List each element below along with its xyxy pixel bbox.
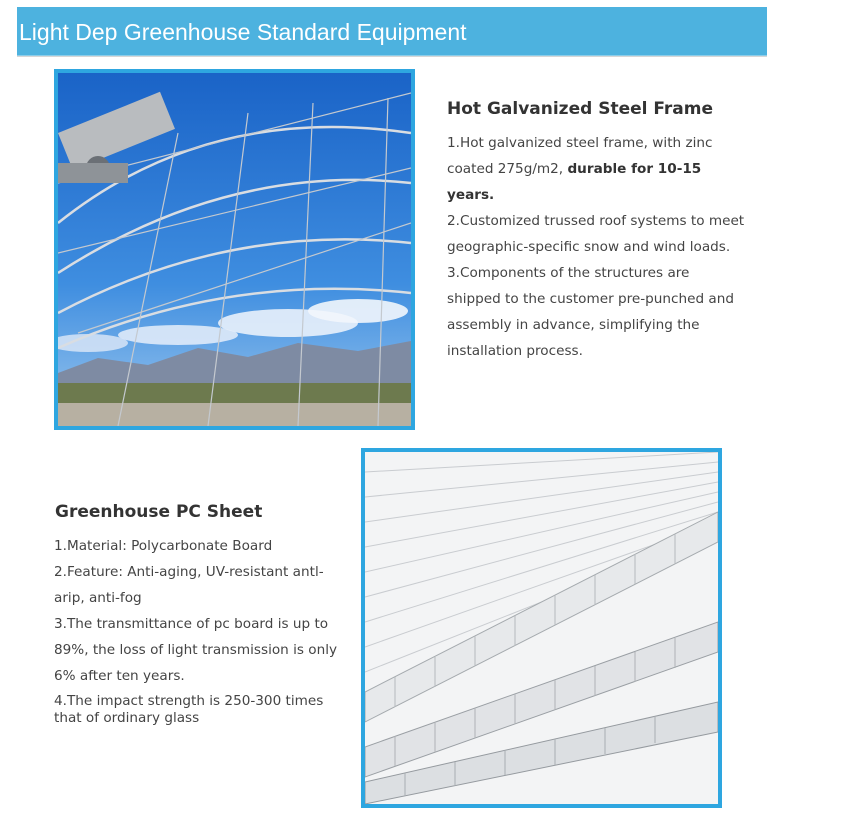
- steel-frame-point-2: 2.Customized trussed roof systems to meet geographic-specific snow and wind loads.: [447, 213, 745, 255]
- steel-frame-image: [54, 69, 415, 430]
- pc-sheet-point-3: 3.The transmittance of pc board is up to 89%, the loss of light transmission is only 6% after ten years.: [54, 616, 338, 684]
- header-title: Light Dep Greenhouse Standard Equipment: [19, 19, 467, 45]
- section-header: [17, 7, 767, 57]
- polycarbonate-sheet-photo: [365, 452, 718, 804]
- steel-frame-point-1: 1.Hot galvanized steel frame, with zinc coated 275g/m2, durable for 10-15 years.: [447, 135, 713, 203]
- steel-frame-description: [447, 130, 747, 364]
- pc-sheet-description: [54, 533, 354, 727]
- greenhouse-frame-photo: [58, 73, 411, 426]
- pc-sheet-point-4: 4.The impact strength is 250-300 times that of ordinary glass: [54, 693, 324, 726]
- steel-frame-point-3: 3.Components of the structures are shipped to the customer pre-punched and assembly in advance, simplifying the installation process.: [447, 265, 735, 359]
- pc-sheet-title: Greenhouse PC Sheet: [55, 502, 263, 522]
- pc-sheet-image: [361, 448, 722, 808]
- pc-sheet-point-2: 2.Feature: Anti-aging, UV-resistant antl-arip, anti-fog: [54, 564, 324, 606]
- steel-frame-title: Hot Galvanized Steel Frame: [447, 99, 713, 119]
- pc-sheet-point-1: 1.Material: Polycarbonate Board: [54, 538, 273, 554]
- header-divider: [17, 56, 767, 57]
